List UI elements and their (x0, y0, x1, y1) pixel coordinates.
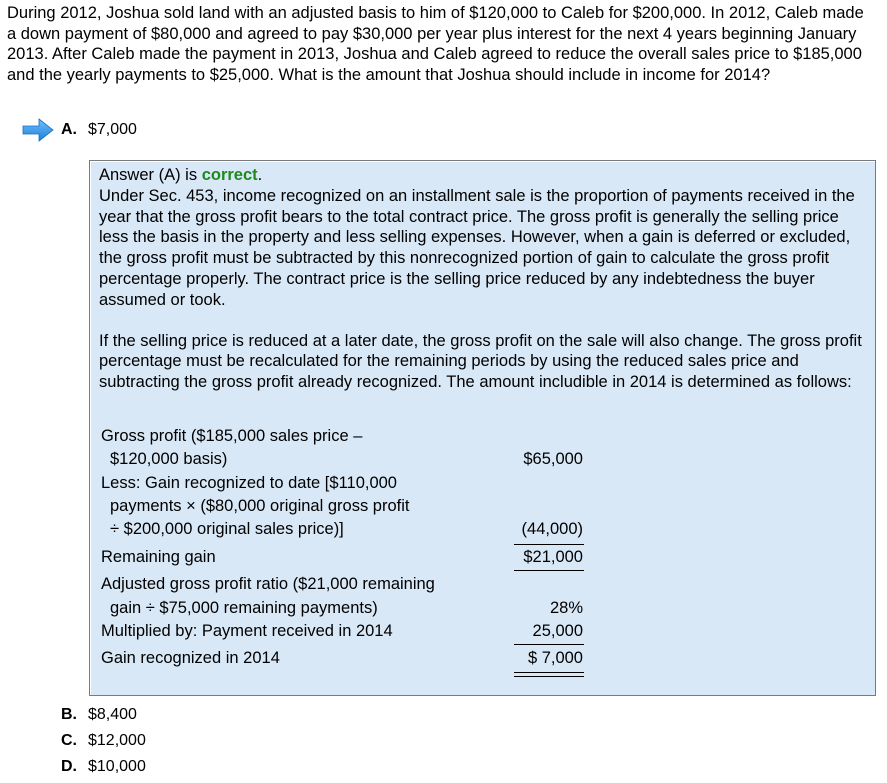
choice-c[interactable] (61, 731, 146, 751)
calc-label: Remaining gain (101, 548, 216, 566)
right-arrow-icon (22, 117, 54, 143)
calc-label: gain ÷ $75,000 remaining payments) (110, 599, 378, 617)
calc-amount: $21,000 (523, 548, 583, 566)
question-text: During 2012, Joshua sold land with an adjusted basis to him of $120,000 to Caleb for $200,000. In 2012, Caleb made a down payment of $80,000 and agreed to pay $30,000 per year plus interest for the next 4 years beginning January 2013. After Caleb made the payment in 2013, Joshua and Caleb agreed to reduce the overall sales price to $185,000 and the yearly payments to $25,000. What is the amount that Joshua should include in income for 2014? (7, 4, 864, 84)
choice-letter: C. (61, 732, 77, 749)
choice-a[interactable] (61, 120, 137, 140)
calc-label: Adjusted gross profit ratio ($21,000 remaining (101, 575, 435, 593)
subtotal-rule (514, 544, 584, 545)
calc-label: payments × ($80,000 original gross profit (110, 497, 410, 515)
choice-d[interactable] (61, 757, 146, 777)
choice-b[interactable] (61, 705, 137, 725)
explanation-paragraph: Under Sec. 453, income recognized on an installment sale is the proportion of payments received in the year that the gross profit bears to the total contract price. The gross profit is generally the selling price less the basis in the property and less selling expenses. However, when a gain is deferred or excluded, the gross profit must be subtracted by this nonrecognized portion of gain to calculate the gross profit percentage properly. The contract price is the selling price reduced by any indebtedness the buyer assumed or took. (99, 186, 855, 309)
subtotal-rule (514, 644, 584, 645)
choice-text: $10,000 (88, 758, 146, 775)
choice-letter: D. (61, 758, 77, 775)
choice-text: $12,000 (88, 732, 146, 749)
answer-status: Answer (A) is correct. (99, 166, 263, 184)
choice-text: $8,400 (88, 706, 137, 723)
calc-amount: $ 7,000 (527, 649, 583, 667)
total-rule (514, 672, 584, 673)
calc-label: ÷ $200,000 original sales price)] (110, 520, 344, 538)
calc-label: Gain recognized in 2014 (101, 649, 280, 667)
calc-label: Gross profit ($185,000 sales price – (101, 427, 363, 445)
subtotal-rule (514, 570, 584, 571)
calc-amount: 25,000 (532, 622, 583, 640)
calc-amount: 28% (549, 599, 583, 617)
choice-letter: A. (61, 121, 77, 138)
total-rule (514, 676, 584, 677)
calc-amount: $65,000 (523, 450, 583, 468)
explanation-paragraph: If the selling price is reduced at a later date, the gross profit on the sale will also change. The gross profit percentage must be recalculated for the remaining periods by using the reduced sales price and subtracting the gross profit already recognized. The amount includible in 2014 is determined as follows: (99, 331, 862, 392)
choice-text: $7,000 (88, 121, 137, 138)
calc-label: $120,000 basis) (110, 450, 228, 468)
calc-amount: (44,000) (521, 520, 583, 538)
correct-label: correct (201, 166, 258, 184)
choice-letter: B. (61, 706, 77, 723)
calc-label: Less: Gain recognized to date [$110,000 (101, 474, 397, 492)
explanation-panel (89, 160, 876, 696)
calc-label: Multiplied by: Payment received in 2014 (101, 622, 393, 640)
